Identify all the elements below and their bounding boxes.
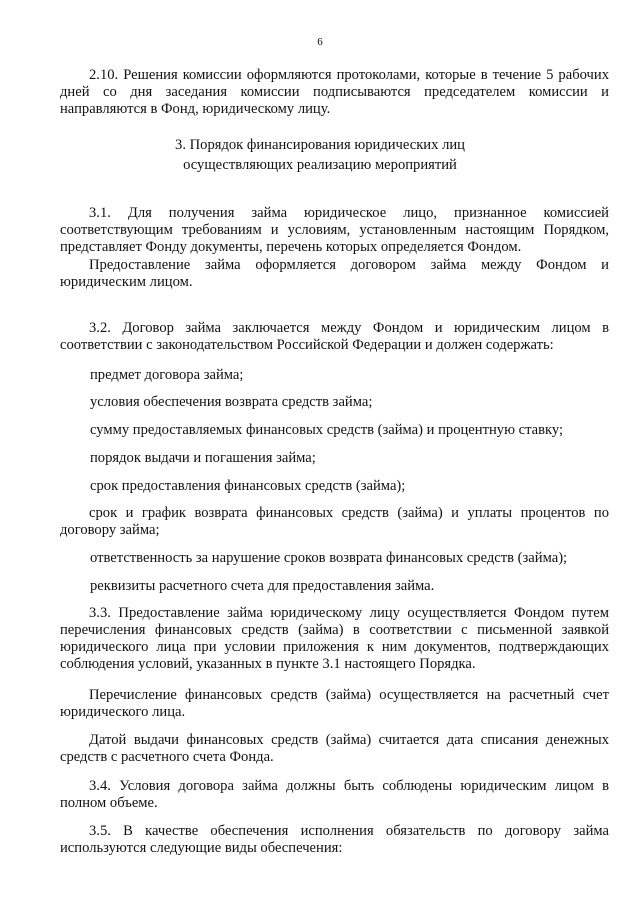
paragraph-3-2: 3.2. Договор займа заключается между Фондом и юридическим лицом в соответствии с законодательством Российской Федерации и должен содержать:: [60, 320, 609, 353]
list-item: срок и график возврата финансовых средств (займа) и уплаты процентов по договору займа;: [60, 505, 609, 538]
paragraph-2-10: 2.10. Решения комиссии оформляются протоколами, которые в течение 5 рабочих дней со дня заседания комиссии подписываются председателем комиссии и направляются в Фонд, юридическому лицу.: [60, 67, 609, 117]
section-3-heading-line1: 3. Порядок финансирования юридических лиц: [175, 137, 465, 153]
paragraph-3-3-issue-date: Датой выдачи финансовых средств (займа) считается дата списания денежных средств с расчетного счета Фонда.: [60, 732, 609, 765]
paragraph-3-3-transfer: Перечисление финансовых средств (займа) осуществляется на расчетный счет юридического лица.: [60, 687, 609, 720]
paragraph-3-3: 3.3. Предоставление займа юридическому лицу осуществляется Фондом путем перечисления финансовых средств (займа) в соответствии с письменной заявкой юридического лица при условии приложения к ним документов, подтверждающих соблюдения условий, указанных в пункте 3.1 настоящего Порядка.: [60, 605, 609, 672]
list-item: порядок выдачи и погашения займа;: [90, 450, 316, 466]
list-item: предмет договора займа;: [90, 367, 244, 383]
paragraph-3-1: 3.1. Для получения займа юридическое лицо, признанное комиссией соответствующим требованиям и условиям, установленным настоящим Порядком, представляет Фонду документы, перечень которых определяется Фондом.: [60, 205, 609, 255]
section-3-heading-line2: осуществляющих реализацию мероприятий: [183, 157, 457, 173]
page-number: 6: [317, 36, 323, 48]
list-item: сумму предоставляемых финансовых средств (займа) и процентную ставку;: [90, 422, 564, 438]
list-item: условия обеспечения возврата средств займа;: [90, 394, 373, 410]
paragraph-3-5: 3.5. В качестве обеспечения исполнения обязательств по договору займа используются следующие виды обеспечения:: [60, 823, 609, 856]
paragraph-3-4: 3.4. Условия договора займа должны быть соблюдены юридическим лицом в полном объеме.: [60, 778, 609, 811]
list-item: ответственность за нарушение сроков возврата финансовых средств (займа);: [90, 550, 568, 566]
list-item: срок предоставления финансовых средств (займа);: [90, 478, 406, 494]
paragraph-3-1-loan-agreement: Предоставление займа оформляется договором займа между Фондом и юридическим лицом.: [60, 257, 609, 290]
list-item: реквизиты расчетного счета для предоставления займа.: [90, 578, 435, 594]
